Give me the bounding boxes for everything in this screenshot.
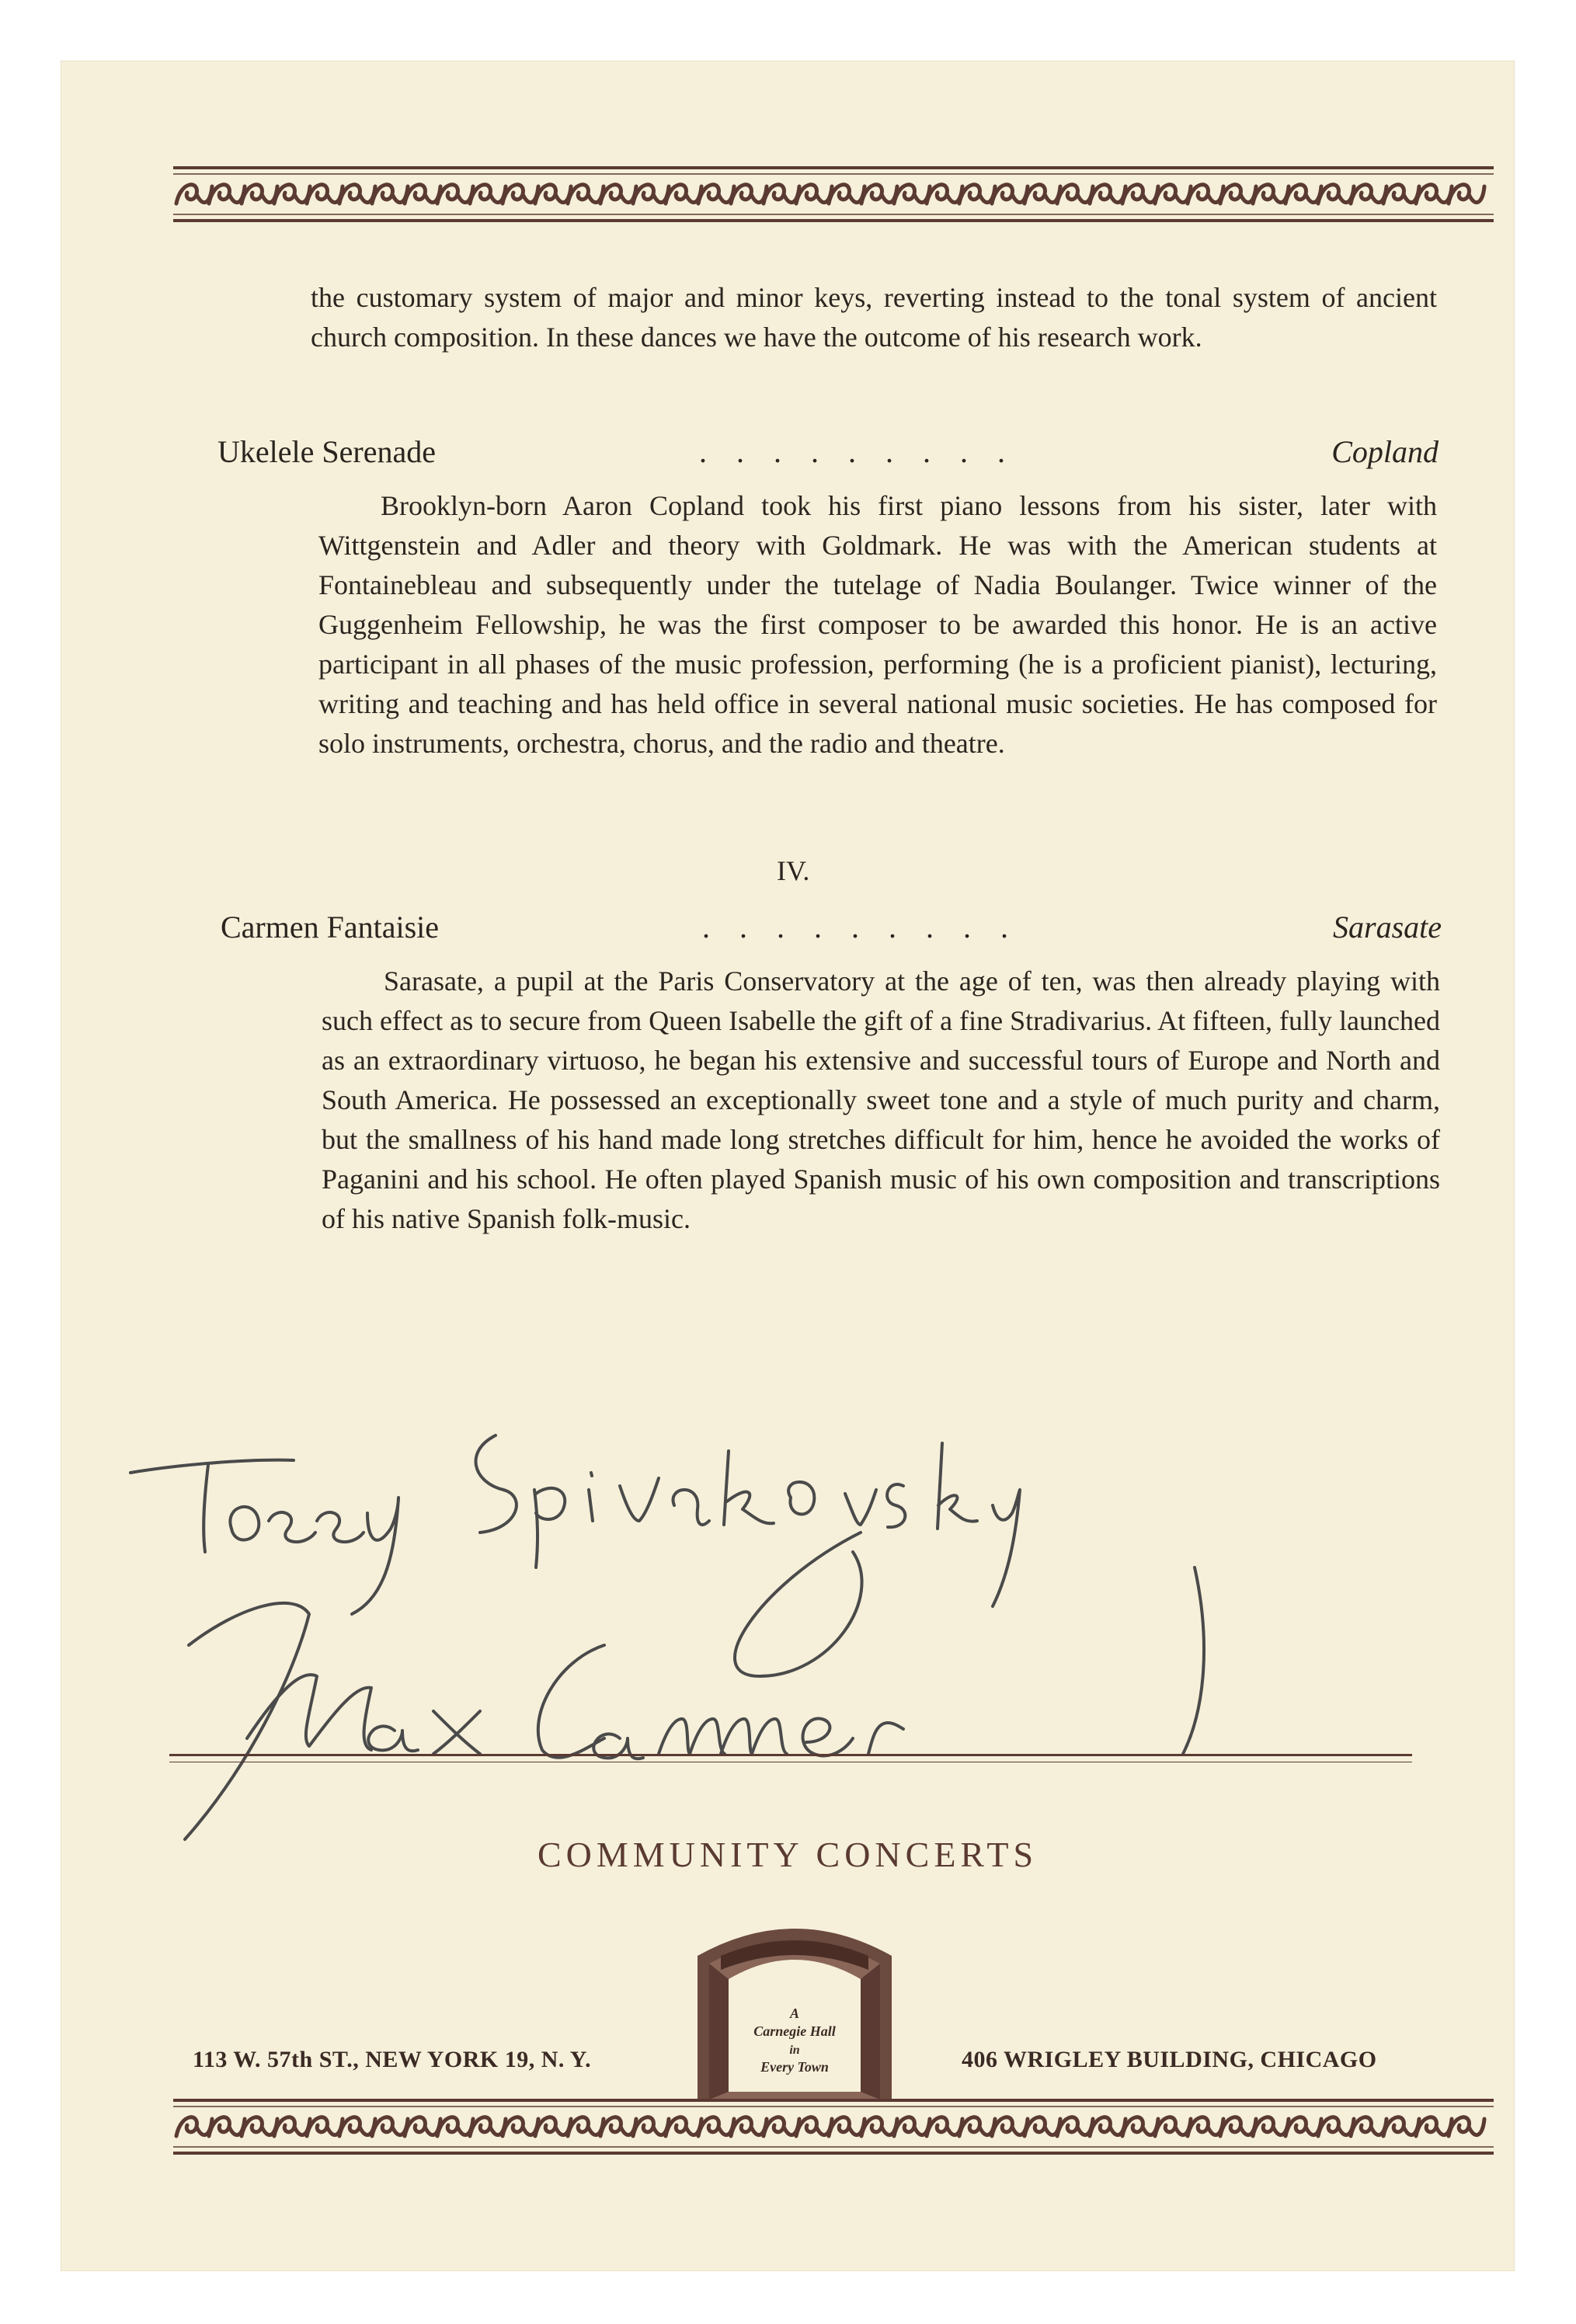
- scroll-ornament: [176, 2117, 212, 2136]
- leader-dots: . . . . . . . . .: [699, 434, 1016, 469]
- composer-name: Copland: [1331, 434, 1439, 469]
- signature-stroke: [1183, 1567, 1204, 1754]
- scroll-ornament: [1286, 2117, 1321, 2136]
- scroll-ornament: [764, 2117, 799, 2136]
- scroll-ornament: [1318, 2117, 1354, 2136]
- scroll-ornament: [1253, 2117, 1289, 2136]
- signature-stroke: [368, 1726, 418, 1751]
- signature-stroke: [620, 1478, 659, 1521]
- signature-stroke: [673, 1490, 709, 1525]
- logo-text-line: in: [789, 2044, 800, 2057]
- signature-stroke: [788, 1482, 814, 1514]
- description-text: Sarasate, a pupil at the Paris Conservatory at the age of ten, was then already playing with such effect as to secure from Queen Isabelle the gift of a fine Stradivarius. At fifteen, fully launched as an extraordinary virtuoso, he began his extensive and successful tours of Europe and North and South America. He possessed an exceptionally sweet tone and a style of much purity and charm, but the smallness of his hand made long stretches difficult for him, hence he avoided the works of Paganini and his school. He often played Spanish music of his own composition and transcriptions of his native Spanish folk-music.: [322, 965, 1440, 1234]
- scroll-ornament: [992, 2117, 1028, 2136]
- scroll-ornament: [600, 2117, 636, 2136]
- scroll-ornament: [927, 2117, 962, 2136]
- continuation-text: the customary system of major and minor keys, reverting instead to the tonal system of ancient church composition. In these dances we have the outcome of his research work.: [311, 282, 1437, 353]
- leader-dots: . . . . . . . . .: [702, 910, 1019, 945]
- scroll-ornament: [1449, 2117, 1484, 2136]
- signature-stroke: [938, 1443, 977, 1529]
- scroll-ornament: [535, 2117, 571, 2136]
- scroll-ornament: [731, 2117, 767, 2136]
- scroll-ornament: [437, 2117, 473, 2136]
- signature-stroke: [476, 1435, 517, 1533]
- scroll-ornament: [1090, 2117, 1125, 2136]
- footer-rule-top: [169, 1754, 1412, 1756]
- scroll-ornament: [1057, 2117, 1093, 2136]
- scroll-ornament: [1383, 2117, 1419, 2136]
- signature-stroke: [185, 1603, 309, 1839]
- scroll-ornament: [861, 2117, 897, 2136]
- scroll-ornament: [796, 2117, 832, 2136]
- address-chicago: 406 WRIGLEY BUILDING, CHICAGO: [962, 2047, 1377, 2072]
- scroll-ornament: [959, 2117, 995, 2136]
- scroll-ornament: [568, 2117, 604, 2136]
- signature-stroke: [247, 1675, 371, 1750]
- bottom-decorative-border: [173, 2096, 1494, 2158]
- scroll-ornament: [829, 2117, 865, 2136]
- signature-stroke: [230, 1507, 259, 1540]
- scroll-ornament: [666, 2117, 701, 2136]
- piece-title: Carmen Fantaisie: [221, 910, 440, 945]
- section-number: IV.: [777, 855, 810, 886]
- signature-stroke: [868, 1723, 903, 1754]
- signature-stroke: [317, 1512, 364, 1542]
- carnegie-hall-stage-logo: [690, 1909, 899, 2103]
- signature-stroke: [845, 1490, 876, 1525]
- logo-text-line: Carnegie Hall: [753, 2023, 836, 2039]
- signature-stroke: [352, 1498, 398, 1614]
- signature-stroke: [589, 1473, 593, 1521]
- scroll-ornament: [372, 2117, 408, 2136]
- scroll-ornament: [1122, 2117, 1158, 2136]
- program-page: [61, 61, 1515, 2271]
- scroll-ornament: [307, 2117, 343, 2136]
- signature-stroke: [659, 1719, 725, 1754]
- signature-stroke: [130, 1460, 294, 1552]
- scroll-ornament: [1155, 2117, 1191, 2136]
- signature-stroke: [887, 1484, 905, 1527]
- scroll-ornament: [209, 2117, 245, 2136]
- description-text: Brooklyn-born Aaron Copland took his first piano lessons from his sister, later with Wittgenstein and Adler and theory with Goldmark. He was with the American students at Fontainebleau and subsequently under the tutelage of Nadia Boulanger. Twice winner of the Guggenheim Fellowship, he was the first composer to be awarded this honor. He is an active participant in all phases of the music profession, performing (he is a proficient pianist), lecturing, writing and teaching and has held office in several national music societies. He has composed for solo instruments, orchestra, chorus, and the radio and theatre.: [318, 490, 1437, 759]
- scroll-ornament: [633, 2117, 669, 2136]
- scroll-ornament: [339, 2117, 375, 2136]
- scroll-ornament: [894, 2117, 930, 2136]
- signature-stroke: [269, 1512, 315, 1542]
- scroll-ornament: [274, 2117, 310, 2136]
- footer-title: COMMUNITY CONCERTS: [537, 1835, 1038, 1874]
- scroll-ornament: [503, 2117, 538, 2136]
- scroll-ornament: [405, 2117, 440, 2136]
- logo-text-line: Every Town: [760, 2059, 829, 2075]
- signature-stroke: [724, 1451, 774, 1525]
- scroll-ornament: [1025, 2117, 1060, 2136]
- scroll-ornament: [1416, 2117, 1452, 2136]
- scroll-ornament: [470, 2117, 506, 2136]
- scroll-ornament: [1220, 2117, 1256, 2136]
- scroll-ornament: [698, 2117, 734, 2136]
- scroll-ornament: [242, 2117, 277, 2136]
- logo-text-line: A: [789, 2006, 800, 2021]
- signature-stroke: [993, 1490, 1020, 1606]
- signature-stroke: [735, 1533, 862, 1676]
- composer-name: Sarasate: [1333, 910, 1442, 945]
- signature-stroke: [721, 1719, 787, 1754]
- signature-stroke: [803, 1719, 853, 1756]
- signature-stroke: [433, 1711, 480, 1754]
- address-new-york: 113 W. 57th ST., NEW YORK 19, N. Y.: [193, 2047, 592, 2072]
- scroll-ornament: [1351, 2117, 1386, 2136]
- scroll-ornament: [1188, 2117, 1223, 2136]
- signature-stroke: [534, 1488, 565, 1567]
- piece-title: Ukelele Serenade: [217, 434, 436, 469]
